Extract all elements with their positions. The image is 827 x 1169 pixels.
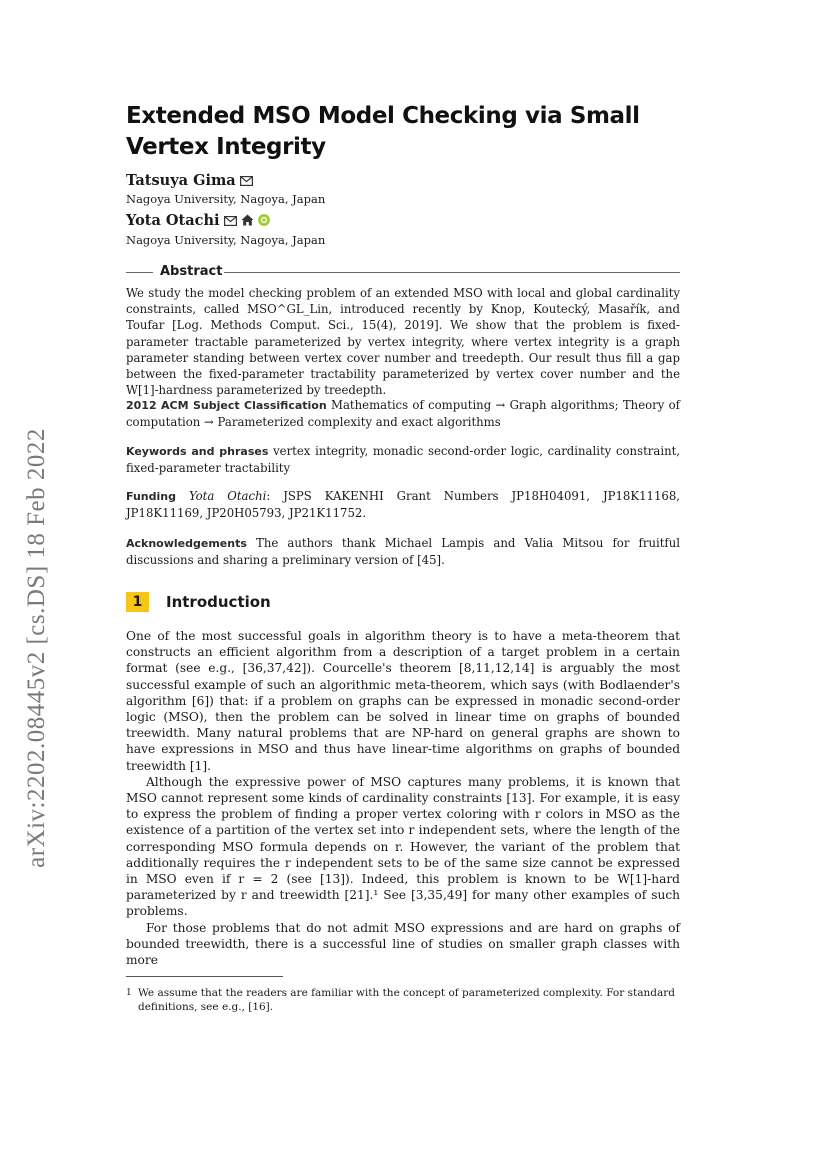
footnote-rule (126, 976, 283, 977)
body-paragraph: Although the expressive power of MSO captures many problems, it is known that MSO cannot represent some kinds of cardinality constraints [13]. For example, it is easy to express the problem of finding a proper vertex coloring with r colors in MSO as the existence of a partition of the vertex set into r independent sets, where the length of the corresponding MSO formula depends on r. However, the variant of the problem that additionally requires the r independent sets to be of the same size cannot be expressed in MSO even if r = 2 (see [13]). Indeed, this problem is known to be W[1]-hard parameterized by r and treewidth [21].¹ See [3,35,49] for many other examples of such problems. (126, 774, 680, 919)
body-paragraph: For those problems that do not admit MSO expressions and are hard on graphs of bounded treewidth, there is a successful line of studies on smaller graph classes with more (126, 920, 680, 968)
abstract-heading (126, 264, 680, 280)
author-2-affiliation: Nagoya University, Nagoya, Japan (126, 233, 326, 247)
ack-label: Acknowledgements (126, 537, 247, 550)
footnote (126, 986, 680, 1014)
acm-classification (126, 397, 680, 430)
author-1-name: Tatsuya Gima (126, 172, 236, 189)
author-1 (126, 172, 253, 190)
acm-text: Mathematics of computing → Graph algorithms; Theory of computation → Parameterized complexity and exact algorithms (126, 398, 681, 430)
section-body (126, 628, 680, 968)
abstract-label: Abstract (160, 264, 223, 279)
keywords-label: Keywords and phrases (126, 445, 269, 458)
body-paragraph: One of the most successful goals in algorithm theory is to have a meta-theorem that constructs an efficient algorithm from a description of a target problem in a certain format (see e.g., [36,37,42]). Courcelle's theorem [8,11,12,14] is arguably the most successful example of such an algorithmic meta-theorem, which says (with Bodlaender's algorithm [6]) that: if a problem on graphs can be expressed in monadic second-order logic (MSO), then the problem can be solved in linear time on graphs of bounded treewidth. Many natural problems that are NP-hard on general graphs are shown to have expressions in MSO and thus have linear-time algorithms on graphs of bounded treewidth [1]. (126, 629, 680, 773)
ack-text: The authors thank Michael Lampis and Valia Mitsou for fruitful discussions and sharing a preliminary version of [45]. (126, 536, 680, 568)
keywords (126, 443, 680, 476)
arxiv-sidebar-stamp (12, 368, 62, 928)
funding (126, 488, 680, 521)
footnote-marker: 1 (126, 988, 132, 998)
arxiv-id: arXiv:2202.08445v2 [cs.DS] 18 Feb 2022 (23, 428, 50, 868)
section-heading (126, 592, 526, 612)
abstract-text: We study the model checking problem of an extended MSO with local and global cardinality constraints, called MSO^GL_Lin, introduced recently by Knop, Koutecký, Masařík, and Toufar [Log. Methods Comput. Sci., 15(4), 2019]. We show that the problem is fixed-parameter tractable parameterized by vertex integrity, where vertex integrity is a graph parameter standing between vertex cover number and treedepth. Our result thus fill a gap between the fixed-parameter tractability parameterized by vertex cover number and the W[1]-hardness parameterized by treedepth. (126, 286, 680, 398)
author-2-name: Yota Otachi (126, 212, 220, 229)
keywords-text: vertex integrity, monadic second-order logic, cardinality constraint, fixed-parameter tractability (126, 444, 681, 476)
paper-title: Extended MSO Model Checking via Small Vertex Integrity (126, 103, 640, 160)
author-2 (126, 212, 270, 230)
funding-person: Yota Otachi (188, 489, 267, 503)
abstract-rule-left (126, 272, 153, 273)
home-icon[interactable] (241, 213, 254, 230)
email-icon[interactable] (240, 173, 253, 190)
abstract-rule-right (224, 272, 680, 273)
funding-text: : JSPS KAKENHI Grant Numbers JP18H04091, JP18K11168, JP18K11169, JP20H05793, JP21K11752. (126, 489, 680, 521)
footnote-text: We assume that the readers are familiar with the concept of parameterized complexity. For standard definitions, see e.g., [16]. (138, 987, 675, 1013)
acknowledgements (126, 535, 680, 568)
section-title: Introduction (166, 593, 271, 611)
email-icon[interactable] (224, 213, 237, 230)
section-number: 1 (126, 592, 149, 612)
orcid-icon[interactable] (258, 213, 270, 230)
author-1-affiliation: Nagoya University, Nagoya, Japan (126, 192, 326, 206)
funding-label: Funding (126, 490, 176, 503)
acm-label: 2012 ACM Subject Classification (126, 399, 327, 412)
